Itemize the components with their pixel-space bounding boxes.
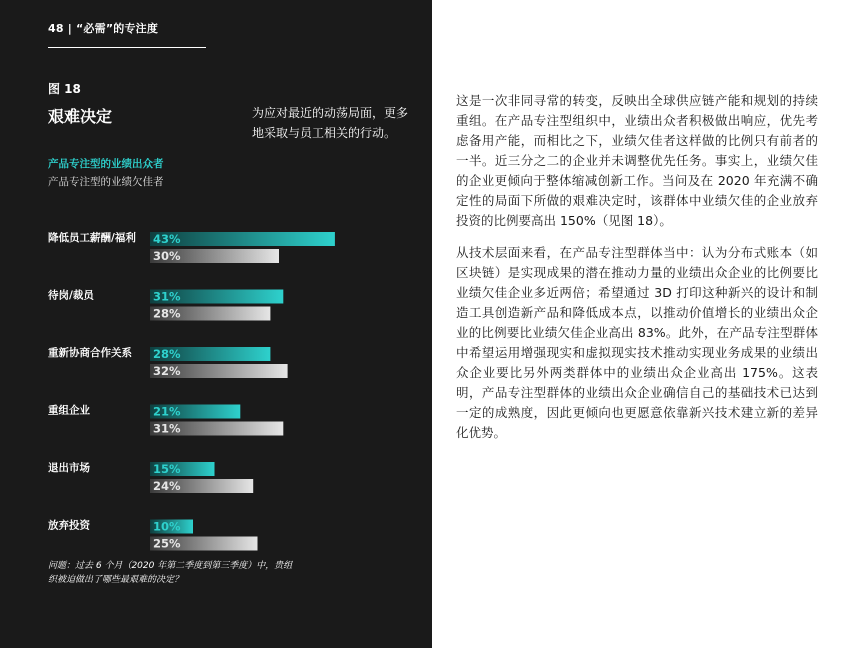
bar-value-label: 28% [153, 347, 181, 361]
page-header: 48 | “必需”的专注度 [48, 22, 159, 35]
bar-value-label: 31% [153, 421, 181, 436]
legend-series-1: 产品专注型的业绩出众者 [48, 158, 164, 170]
figure-number: 图 18 [48, 82, 81, 96]
bar-value-label: 15% [153, 462, 181, 476]
figure-note: 问题：过去 6 个月（2020 年第二季度到第三季度）中，贵组织被迫做出了哪些最艰难的决定？ [48, 561, 293, 585]
bar-value-label: 32% [153, 364, 181, 378]
category-label: 重新协商合作关系 [48, 347, 132, 359]
bar-value-label: 28% [153, 306, 181, 321]
bar-value-label: 43% [153, 232, 181, 246]
bar-chart [40, 222, 400, 551]
legend-series-2: 产品专注型的业绩欠佳者 [48, 176, 164, 188]
category-label: 退出市场 [48, 462, 90, 474]
body-paragraph-1: 这是一次非同寻常的转变，反映出全球供应链产能和规划的持续重组。在产品专注型组织中，业绩出众者积极做出响应，优先考虑备用产能，而相比之下，业绩欠佳者这样做的比例只有前者的一半。近三分之二的企业并未调整优先任务。事实上，业绩欠佳的企业更倾向于整体缩减创新工作。当问及在 2020 年充满不确定性的局面下所做的艰难决定时，该群体中业绩欠佳的企业放弃投资的比例要高出 150%（见图 18）。 [456, 92, 818, 228]
header-divider [48, 47, 206, 48]
right-panel [432, 0, 864, 648]
bar-value-label: 24% [153, 479, 181, 493]
bar-value-label: 25% [153, 536, 181, 551]
figure-title: 艰难决定 [48, 107, 113, 126]
bar-value-label: 21% [153, 404, 181, 419]
bar-value-label: 31% [153, 289, 181, 304]
category-label: 待岗/裁员 [48, 289, 94, 302]
category-label: 降低员工薪酬/福利 [48, 232, 136, 244]
category-label: 重组企业 [48, 404, 90, 417]
category-label: 放弃投资 [48, 519, 90, 532]
bar-value-label: 30% [153, 249, 181, 263]
figure-subtitle: 为应对最近的动荡局面，更多地采取与员工相关的行动。 [252, 106, 409, 140]
body-paragraph-2: 从技术层面来看，在产品专注型群体当中：认为分布式账本（如区块链）是实现成果的潜在推动力量的业绩出众企业的比例要比业绩欠佳企业多近两倍；希望通过 3D 打印这种新兴的设计和制造工具创造新产品和降低成本点，以推动价值增长的业绩出众企业的比例要比业绩欠佳企业高出 83%。此外，在产品专注型群体中希望运用增强现实和虚拟现实技术推动实现业务成果的业绩出众企业要比另外两类群体中的业绩出众企业高出 175%。这表明，产品专注型群体的业绩出众企业确信自己的基础技术已达到一定的成熟度，因此更倾向也更愿意依靠新兴技术建立新的差异化优势。 [456, 244, 818, 440]
bar-value-label: 10% [153, 519, 181, 534]
